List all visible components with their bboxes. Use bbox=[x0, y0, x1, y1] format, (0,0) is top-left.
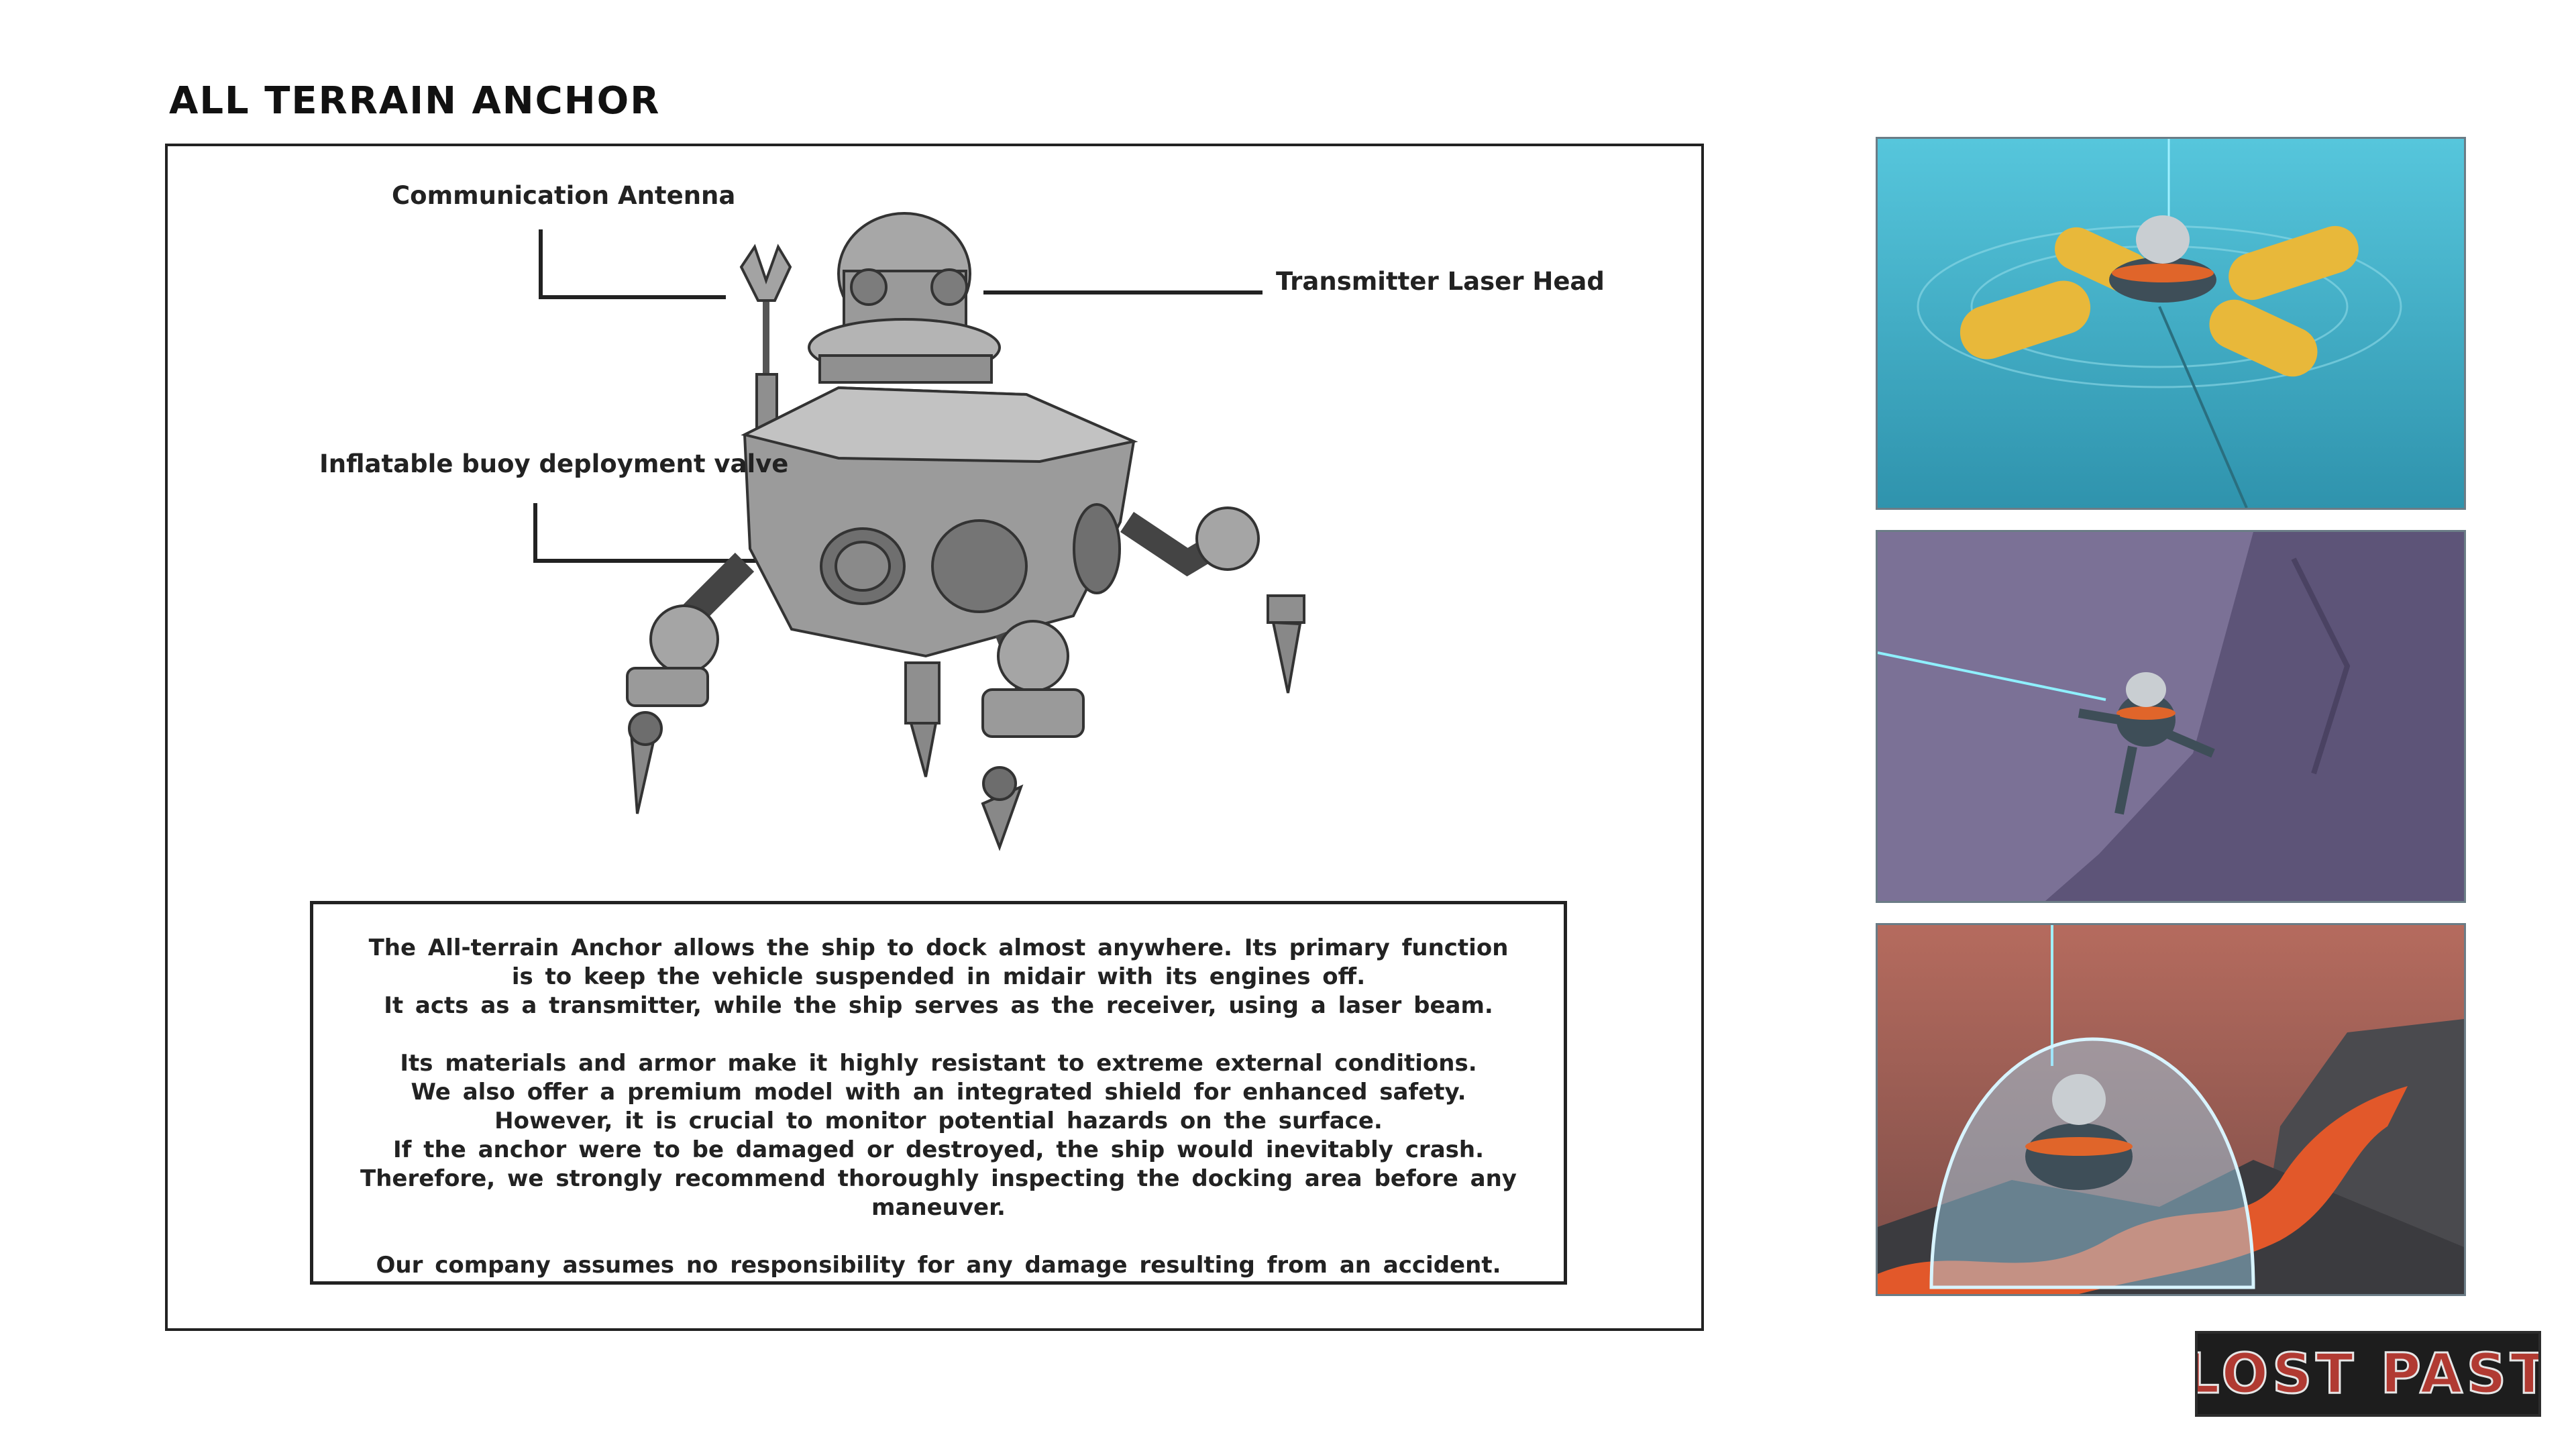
description-line: The All-terrain Anchor allows the ship to dock almost anywhere. Its primary function is to keep the vehicle suspended in midair with its engines off. bbox=[368, 934, 1509, 990]
description-line: Therefore, we strongly recommend thoroughly inspecting the docking area before any maneuver. bbox=[360, 1165, 1517, 1221]
cliff-scene-panel bbox=[1876, 530, 2466, 903]
laser-head-callout: Transmitter Laser Head bbox=[1276, 267, 1605, 296]
lava-scene-illustration bbox=[1878, 925, 2464, 1294]
logo-wordmark bbox=[2198, 1334, 2538, 1414]
antenna-callout: Communication Antenna bbox=[392, 181, 736, 210]
concept-sheet bbox=[165, 144, 1704, 1331]
page-title: ALL TERRAIN ANCHOR bbox=[169, 79, 661, 123]
antenna-claw bbox=[741, 247, 790, 301]
lost-past-logo bbox=[2195, 1331, 2541, 1417]
cliff-scene-illustration bbox=[1878, 532, 2464, 901]
description-line: We also offer a premium model with an integrated shield for enhanced safety. bbox=[411, 1079, 1466, 1106]
water-scene-panel bbox=[1876, 137, 2466, 510]
water-scene-illustration bbox=[1878, 139, 2464, 508]
logo-text: LOST PAST bbox=[2198, 1342, 2538, 1406]
head-lens-left bbox=[851, 270, 886, 305]
description-box bbox=[310, 901, 1567, 1285]
buoy-valve-callout: Inflatable buoy deployment valve bbox=[319, 449, 789, 478]
description-line: If the anchor were to be damaged or destroyed, the ship would inevitably crash. bbox=[392, 1136, 1484, 1163]
description-line: It acts as a transmitter, while the ship serves as the receiver, using a laser beam. bbox=[384, 992, 1493, 1019]
description-line: However, it is crucial to monitor potential hazards on the surface. bbox=[494, 1108, 1383, 1134]
head-lens-right bbox=[932, 270, 967, 305]
antenna-leader-line bbox=[541, 229, 726, 297]
robot-body bbox=[627, 213, 1304, 847]
lava-scene-panel bbox=[1876, 923, 2466, 1296]
leg-back bbox=[906, 663, 939, 723]
description-line: Its materials and armor make it highly resistant to extreme external conditions. bbox=[400, 1050, 1477, 1077]
description-line: Our company assumes no responsibility for any damage resulting from an accident. bbox=[376, 1252, 1501, 1279]
